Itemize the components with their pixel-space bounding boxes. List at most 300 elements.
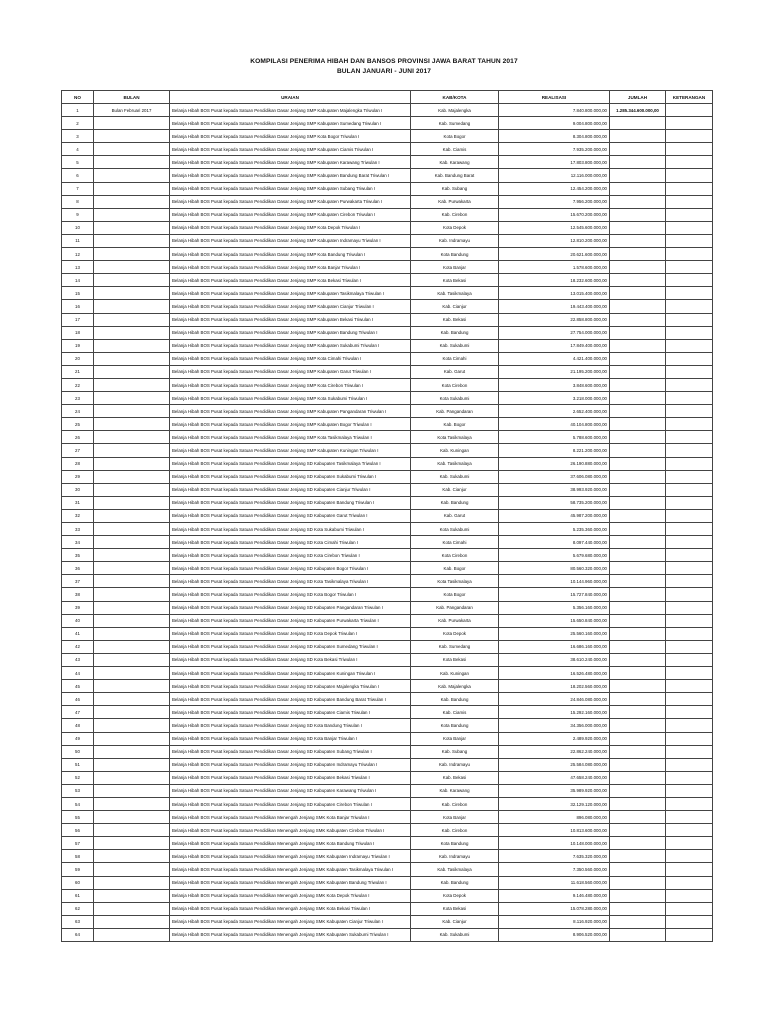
table-row <box>62 156 713 169</box>
row-kab-kota: Kota Depok <box>411 627 499 640</box>
row-bulan <box>94 680 170 693</box>
row-realisasi: 80.560.320.000,00 <box>499 562 610 575</box>
row-bulan <box>94 261 170 274</box>
row-uraian: Belanja Hibah BOS Pusat kepada Satuan Pendidikan Dasar Jenjang SMP Kabupaten Sukabumi Triwulan I <box>170 339 411 352</box>
table-row <box>62 811 713 824</box>
row-kab-kota: Kab. Kuningan <box>411 444 499 457</box>
row-realisasi: 32.129.120.000,00 <box>499 797 610 810</box>
row-keterangan <box>666 130 713 143</box>
row-realisasi: 12.810.200.000,00 <box>499 234 610 247</box>
table-row <box>62 313 713 326</box>
row-keterangan <box>666 824 713 837</box>
row-jumlah <box>610 719 666 732</box>
row-no: 4 <box>62 143 94 156</box>
row-keterangan <box>666 156 713 169</box>
row-uraian: Belanja Hibah BOS Pusat kepada Satuan Pendidikan Dasar Jenjang SMP Kabupaten Bandung Barat Triwulan I <box>170 169 411 182</box>
row-kab-kota: Kab. Cianjur <box>411 483 499 496</box>
row-realisasi: 38.610.240.000,00 <box>499 653 610 666</box>
row-realisasi: 17.803.800.000,00 <box>499 156 610 169</box>
row-uraian: Belanja Hibah BOS Pusat kepada Satuan Pendidikan Dasar Jenjang SD Kabupaten Tasikmalaya Triwulan I <box>170 457 411 470</box>
col-header-jumlah: JUMLAH <box>610 91 666 104</box>
row-no: 33 <box>62 523 94 536</box>
row-uraian: Belanja Hibah BOS Pusat kepada Satuan Pendidikan Dasar Jenjang SD Kabupaten Subang Triwulan I <box>170 745 411 758</box>
row-bulan <box>94 182 170 195</box>
row-uraian: Belanja Hibah BOS Pusat kepada Satuan Pendidikan Dasar Jenjang SD Kota Bandung Triwulan I <box>170 719 411 732</box>
row-uraian: Belanja Hibah BOS Pusat kepada Satuan Pendidikan Dasar Jenjang SD Kabupaten Kuningan Triwulan I <box>170 667 411 680</box>
row-jumlah <box>610 182 666 195</box>
row-realisasi: 26.190.880.000,00 <box>499 457 610 470</box>
row-uraian: Belanja Hibah BOS Pusat kepada Satuan Pendidikan Dasar Jenjang SMP Kabupaten Cirebon Triwulan I <box>170 208 411 221</box>
row-bulan <box>94 863 170 876</box>
row-keterangan <box>666 104 713 117</box>
row-no: 60 <box>62 876 94 889</box>
row-uraian: Belanja Hibah BOS Pusat kepada Satuan Pendidikan Dasar Jenjang SMP Kabupaten Majalengka Triwulan I <box>170 104 411 117</box>
row-no: 47 <box>62 706 94 719</box>
row-no: 30 <box>62 483 94 496</box>
row-bulan <box>94 850 170 863</box>
row-jumlah <box>610 418 666 431</box>
row-keterangan <box>666 588 713 601</box>
row-kab-kota: Kota Tasikmalaya <box>411 431 499 444</box>
row-jumlah <box>610 601 666 614</box>
row-jumlah <box>610 339 666 352</box>
row-kab-kota: Kota Bandung <box>411 837 499 850</box>
row-jumlah <box>610 797 666 810</box>
row-uraian: Belanja Hibah BOS Pusat kepada Satuan Pendidikan Dasar Jenjang SD Kabupaten Indramayu Triwulan I <box>170 758 411 771</box>
row-bulan <box>94 339 170 352</box>
row-keterangan <box>666 837 713 850</box>
row-uraian: Belanja Hibah BOS Pusat kepada Satuan Pendidikan Dasar Jenjang SMP Kabupaten Subang Triwulan I <box>170 182 411 195</box>
row-no: 14 <box>62 274 94 287</box>
row-realisasi: 35.989.920.000,00 <box>499 784 610 797</box>
row-no: 64 <box>62 928 94 941</box>
row-keterangan <box>666 169 713 182</box>
row-kab-kota: Kab. Sukabumi <box>411 928 499 941</box>
row-uraian: Belanja Hibah BOS Pusat kepada Satuan Pendidikan Menengah Jenjang SMK Kabupaten Tasikmalaya Triwulan I <box>170 863 411 876</box>
row-keterangan <box>666 784 713 797</box>
row-bulan <box>94 784 170 797</box>
row-jumlah <box>610 431 666 444</box>
row-bulan <box>94 693 170 706</box>
row-realisasi: 25.560.160.000,00 <box>499 627 610 640</box>
row-realisasi: 58.735.200.000,00 <box>499 496 610 509</box>
row-kab-kota: Kota Sukabumi <box>411 392 499 405</box>
row-kab-kota: Kota Banjar <box>411 811 499 824</box>
row-bulan <box>94 392 170 405</box>
row-keterangan <box>666 483 713 496</box>
row-uraian: Belanja Hibah BOS Pusat kepada Satuan Pendidikan Dasar Jenjang SD Kabupaten Ciamis Triwulan I <box>170 706 411 719</box>
row-jumlah <box>610 902 666 915</box>
row-no: 1 <box>62 104 94 117</box>
table-row <box>62 693 713 706</box>
document-subtitle: BULAN JANUARI - JUNI 2017 <box>336 68 432 75</box>
row-no: 22 <box>62 378 94 391</box>
row-jumlah <box>610 837 666 850</box>
row-no: 35 <box>62 549 94 562</box>
row-uraian: Belanja Hibah BOS Pusat kepada Satuan Pendidikan Dasar Jenjang SMP Kota Cimahi Triwulan I <box>170 352 411 365</box>
row-uraian: Belanja Hibah BOS Pusat kepada Satuan Pendidikan Dasar Jenjang SMP Kabupaten Kuningan Triwulan I <box>170 444 411 457</box>
row-kab-kota: Kab. Karawang <box>411 156 499 169</box>
table-row <box>62 208 713 221</box>
col-header-no: NO <box>62 91 94 104</box>
row-bulan <box>94 549 170 562</box>
row-jumlah <box>610 392 666 405</box>
row-realisasi: 5.788.600.000,00 <box>499 431 610 444</box>
row-realisasi: 10.144.960.000,00 <box>499 575 610 588</box>
row-keterangan <box>666 745 713 758</box>
row-realisasi: 8.116.920.000,00 <box>499 915 610 928</box>
row-no: 13 <box>62 261 94 274</box>
row-uraian: Belanja Hibah BOS Pusat kepada Satuan Pendidikan Dasar Jenjang SMP Kabupaten Indramayu Triwulan I <box>170 234 411 247</box>
row-kab-kota: Kab. Bandung <box>411 326 499 339</box>
row-realisasi: 12.545.600.000,00 <box>499 221 610 234</box>
row-bulan <box>94 902 170 915</box>
row-jumlah <box>610 365 666 378</box>
row-jumlah <box>610 352 666 365</box>
row-keterangan <box>666 208 713 221</box>
row-uraian: Belanja Hibah BOS Pusat kepada Satuan Pendidikan Dasar Jenjang SD Kabupaten Bekasi Triwulan I <box>170 771 411 784</box>
row-jumlah <box>610 444 666 457</box>
row-no: 59 <box>62 863 94 876</box>
row-uraian: Belanja Hibah BOS Pusat kepada Satuan Pendidikan Menengah Jenjang SMK Kota Bekasi Triwulan I <box>170 902 411 915</box>
row-kab-kota: Kab. Cianjur <box>411 300 499 313</box>
row-jumlah <box>610 771 666 784</box>
row-kab-kota: Kota Bogor <box>411 130 499 143</box>
row-jumlah <box>610 169 666 182</box>
table-row <box>62 667 713 680</box>
row-kab-kota: Kab. Sumedang <box>411 640 499 653</box>
row-jumlah <box>610 850 666 863</box>
table-row <box>62 824 713 837</box>
row-realisasi: 7.840.800.000,00 <box>499 104 610 117</box>
table-row <box>62 614 713 627</box>
table-row <box>62 104 713 117</box>
row-uraian: Belanja Hibah BOS Pusat kepada Satuan Pendidikan Dasar Jenjang SMP Kota Bekasi Triwulan I <box>170 274 411 287</box>
row-uraian: Belanja Hibah BOS Pusat kepada Satuan Pendidikan Dasar Jenjang SMP Kabupaten Karawang Triwulan I <box>170 156 411 169</box>
row-realisasi: 18.202.560.000,00 <box>499 680 610 693</box>
row-bulan <box>94 588 170 601</box>
table-row <box>62 234 713 247</box>
row-kab-kota: Kota Cirebon <box>411 549 499 562</box>
row-kab-kota: Kab. Ciamis <box>411 706 499 719</box>
row-keterangan <box>666 182 713 195</box>
row-jumlah <box>610 575 666 588</box>
table-row <box>62 745 713 758</box>
row-uraian: Belanja Hibah BOS Pusat kepada Satuan Pendidikan Menengah Jenjang SMK Kota Bandung Triwulan I <box>170 837 411 850</box>
row-jumlah <box>610 195 666 208</box>
row-no: 49 <box>62 732 94 745</box>
row-uraian: Belanja Hibah BOS Pusat kepada Satuan Pendidikan Dasar Jenjang SD Kabupaten Karawang Triwulan I <box>170 784 411 797</box>
row-bulan <box>94 234 170 247</box>
row-kab-kota: Kota Depok <box>411 889 499 902</box>
table-row <box>62 143 713 156</box>
row-no: 46 <box>62 693 94 706</box>
row-jumlah <box>610 549 666 562</box>
row-jumlah <box>610 693 666 706</box>
row-keterangan <box>666 405 713 418</box>
row-realisasi: 12.454.200.000,00 <box>499 182 610 195</box>
row-jumlah <box>610 378 666 391</box>
row-kab-kota: Kab. Tasikmalaya <box>411 863 499 876</box>
table-row <box>62 706 713 719</box>
row-keterangan <box>666 876 713 889</box>
row-keterangan <box>666 300 713 313</box>
row-uraian: Belanja Hibah BOS Pusat kepada Satuan Pendidikan Dasar Jenjang SD Kabupaten Purwakarta Triwulan I <box>170 614 411 627</box>
row-keterangan <box>666 915 713 928</box>
row-bulan <box>94 928 170 941</box>
row-bulan <box>94 876 170 889</box>
row-realisasi: 27.754.000.000,00 <box>499 326 610 339</box>
row-realisasi: 7.956.200.000,00 <box>499 195 610 208</box>
row-kab-kota: Kota Cimahi <box>411 352 499 365</box>
row-bulan <box>94 601 170 614</box>
row-uraian: Belanja Hibah BOS Pusat kepada Satuan Pendidikan Dasar Jenjang SD Kabupaten Majalengka Triwulan I <box>170 680 411 693</box>
row-realisasi: 16.526.480.000,00 <box>499 667 610 680</box>
row-uraian: Belanja Hibah BOS Pusat kepada Satuan Pendidikan Dasar Jenjang SMP Kabupaten Bekasi Triwulan I <box>170 313 411 326</box>
table-row <box>62 483 713 496</box>
row-bulan <box>94 523 170 536</box>
row-bulan <box>94 915 170 928</box>
row-no: 17 <box>62 313 94 326</box>
table-row <box>62 378 713 391</box>
row-kab-kota: Kab. Bogor <box>411 418 499 431</box>
row-uraian: Belanja Hibah BOS Pusat kepada Satuan Pendidikan Dasar Jenjang SD Kota Bogor Triwulan I <box>170 588 411 601</box>
row-realisasi: 34.356.000.000,00 <box>499 719 610 732</box>
row-no: 26 <box>62 431 94 444</box>
row-realisasi: 22.862.240.000,00 <box>499 745 610 758</box>
row-no: 36 <box>62 562 94 575</box>
row-uraian: Belanja Hibah BOS Pusat kepada Satuan Pendidikan Dasar Jenjang SMP Kabupaten Ciamis Triwulan I <box>170 143 411 156</box>
row-realisasi: 11.618.560.000,00 <box>499 876 610 889</box>
row-realisasi: 8.906.520.000,00 <box>499 928 610 941</box>
row-bulan <box>94 378 170 391</box>
row-jumlah <box>610 221 666 234</box>
row-uraian: Belanja Hibah BOS Pusat kepada Satuan Pendidikan Dasar Jenjang SMP Kota Bogor Triwulan I <box>170 130 411 143</box>
table-row <box>62 562 713 575</box>
row-realisasi: 5.679.680.000,00 <box>499 549 610 562</box>
col-header-kab-kota: KAB/KOTA <box>411 91 499 104</box>
row-kab-kota: Kota Bandung <box>411 248 499 261</box>
col-header-uraian: URAIAN <box>170 91 411 104</box>
row-kab-kota: Kab. Cirebon <box>411 797 499 810</box>
row-realisasi: 5.235.360.000,00 <box>499 523 610 536</box>
row-no: 54 <box>62 797 94 810</box>
row-kab-kota: Kab. Bandung Barat <box>411 169 499 182</box>
table-row <box>62 352 713 365</box>
row-bulan <box>94 287 170 300</box>
row-no: 42 <box>62 640 94 653</box>
row-kab-kota: Kab. Bekasi <box>411 771 499 784</box>
row-keterangan <box>666 365 713 378</box>
table-row <box>62 680 713 693</box>
row-bulan <box>94 575 170 588</box>
row-uraian: Belanja Hibah BOS Pusat kepada Satuan Pendidikan Dasar Jenjang SMP Kota Banjar Triwulan I <box>170 261 411 274</box>
row-no: 53 <box>62 784 94 797</box>
row-realisasi: 15.292.160.000,00 <box>499 706 610 719</box>
row-keterangan <box>666 627 713 640</box>
row-uraian: Belanja Hibah BOS Pusat kepada Satuan Pendidikan Dasar Jenjang SD Kota Banjar Triwulan I <box>170 732 411 745</box>
row-keterangan <box>666 496 713 509</box>
row-no: 32 <box>62 509 94 522</box>
row-realisasi: 8.304.800.000,00 <box>499 130 610 143</box>
table-row <box>62 876 713 889</box>
row-realisasi: 37.606.080.000,00 <box>499 470 610 483</box>
table-row <box>62 457 713 470</box>
row-jumlah <box>610 313 666 326</box>
row-bulan <box>94 418 170 431</box>
row-no: 21 <box>62 365 94 378</box>
row-uraian: Belanja Hibah BOS Pusat kepada Satuan Pendidikan Dasar Jenjang SMP Kabupaten Sumedang Triwulan I <box>170 117 411 130</box>
row-keterangan <box>666 509 713 522</box>
row-uraian: Belanja Hibah BOS Pusat kepada Satuan Pendidikan Dasar Jenjang SD Kabupaten Bandung Barat Triwulan I <box>170 693 411 706</box>
row-keterangan <box>666 902 713 915</box>
row-jumlah <box>610 653 666 666</box>
table-row <box>62 719 713 732</box>
row-jumlah <box>610 208 666 221</box>
row-jumlah <box>610 300 666 313</box>
row-kab-kota: Kab. Pangandaran <box>411 601 499 614</box>
row-bulan: Bulan Februari 2017 <box>94 104 170 117</box>
row-kab-kota: Kab. Bandung <box>411 693 499 706</box>
row-keterangan <box>666 457 713 470</box>
row-keterangan <box>666 221 713 234</box>
row-uraian: Belanja Hibah BOS Pusat kepada Satuan Pendidikan Dasar Jenjang SD Kabupaten Garut Triwulan I <box>170 509 411 522</box>
row-bulan <box>94 143 170 156</box>
row-realisasi: 9.004.800.000,00 <box>499 117 610 130</box>
row-bulan <box>94 745 170 758</box>
row-no: 6 <box>62 169 94 182</box>
row-kab-kota: Kab. Indramayu <box>411 234 499 247</box>
row-no: 18 <box>62 326 94 339</box>
table-row <box>62 523 713 536</box>
row-no: 57 <box>62 837 94 850</box>
row-keterangan <box>666 444 713 457</box>
row-kab-kota: Kab. Pangandaran <box>411 405 499 418</box>
table-row <box>62 444 713 457</box>
row-no: 7 <box>62 182 94 195</box>
row-realisasi: 25.584.080.000,00 <box>499 758 610 771</box>
row-no: 28 <box>62 457 94 470</box>
row-jumlah <box>610 732 666 745</box>
row-jumlah <box>610 562 666 575</box>
row-jumlah <box>610 614 666 627</box>
row-keterangan <box>666 811 713 824</box>
row-realisasi: 21.195.200.000,00 <box>499 365 610 378</box>
table-row <box>62 509 713 522</box>
row-keterangan <box>666 313 713 326</box>
row-realisasi: 7.350.560.000,00 <box>499 863 610 876</box>
row-no: 5 <box>62 156 94 169</box>
row-keterangan <box>666 693 713 706</box>
table-row <box>62 182 713 195</box>
row-kab-kota: Kab. Majalengka <box>411 680 499 693</box>
row-jumlah <box>610 274 666 287</box>
row-uraian: Belanja Hibah BOS Pusat kepada Satuan Pendidikan Dasar Jenjang SMP Kabupaten Cianjur Triwulan I <box>170 300 411 313</box>
row-realisasi: 2.489.920.000,00 <box>499 732 610 745</box>
row-no: 51 <box>62 758 94 771</box>
row-realisasi: 38.993.920.000,00 <box>499 483 610 496</box>
row-bulan <box>94 536 170 549</box>
row-keterangan <box>666 287 713 300</box>
row-bulan <box>94 562 170 575</box>
row-bulan <box>94 837 170 850</box>
table-row <box>62 287 713 300</box>
table-row <box>62 850 713 863</box>
row-keterangan <box>666 797 713 810</box>
row-realisasi: 5.356.160.000,00 <box>499 601 610 614</box>
row-no: 34 <box>62 536 94 549</box>
row-realisasi: 15.078.280.000,00 <box>499 902 610 915</box>
row-keterangan <box>666 719 713 732</box>
row-jumlah <box>610 588 666 601</box>
row-no: 10 <box>62 221 94 234</box>
row-uraian: Belanja Hibah BOS Pusat kepada Satuan Pendidikan Dasar Jenjang SD Kabupaten Sukabumi Triwulan I <box>170 470 411 483</box>
table-row <box>62 130 713 143</box>
row-keterangan <box>666 889 713 902</box>
row-jumlah <box>610 234 666 247</box>
table-row <box>62 195 713 208</box>
recipients-table <box>61 90 713 942</box>
table-row <box>62 902 713 915</box>
table-row <box>62 536 713 549</box>
row-uraian: Belanja Hibah BOS Pusat kepada Satuan Pendidikan Menengah Jenjang SMK Kabupaten Bandung Triwulan I <box>170 876 411 889</box>
row-keterangan <box>666 117 713 130</box>
row-keterangan <box>666 523 713 536</box>
row-realisasi: 47.658.240.000,00 <box>499 771 610 784</box>
row-keterangan <box>666 418 713 431</box>
row-bulan <box>94 117 170 130</box>
row-uraian: Belanja Hibah BOS Pusat kepada Satuan Pendidikan Dasar Jenjang SMP Kabupaten Garut Triwulan I <box>170 365 411 378</box>
row-uraian: Belanja Hibah BOS Pusat kepada Satuan Pendidikan Dasar Jenjang SMP Kabupaten Pangandaran Triwulan I <box>170 405 411 418</box>
table-row <box>62 326 713 339</box>
row-kab-kota: Kab. Indramayu <box>411 758 499 771</box>
row-no: 44 <box>62 667 94 680</box>
table-row <box>62 117 713 130</box>
row-bulan <box>94 457 170 470</box>
row-no: 62 <box>62 902 94 915</box>
row-kab-kota: Kab. Subang <box>411 182 499 195</box>
table-row <box>62 640 713 653</box>
table-row <box>62 758 713 771</box>
row-jumlah <box>610 287 666 300</box>
row-keterangan <box>666 378 713 391</box>
row-uraian: Belanja Hibah BOS Pusat kepada Satuan Pendidikan Menengah Jenjang SMK Kabupaten Sukabumi Triwulan I <box>170 928 411 941</box>
row-keterangan <box>666 392 713 405</box>
row-kab-kota: Kota Banjar <box>411 261 499 274</box>
row-realisasi: 22.858.800.000,00 <box>499 313 610 326</box>
row-uraian: Belanja Hibah BOS Pusat kepada Satuan Pendidikan Dasar Jenjang SD Kota Sukabumi Triwulan I <box>170 523 411 536</box>
row-kab-kota: Kota Cirebon <box>411 378 499 391</box>
row-uraian: Belanja Hibah BOS Pusat kepada Satuan Pendidikan Dasar Jenjang SD Kabupaten Bogor Triwulan I <box>170 562 411 575</box>
row-uraian: Belanja Hibah BOS Pusat kepada Satuan Pendidikan Dasar Jenjang SD Kota Bekasi Triwulan I <box>170 653 411 666</box>
row-no: 61 <box>62 889 94 902</box>
row-realisasi: 10.813.600.000,00 <box>499 824 610 837</box>
row-bulan <box>94 208 170 221</box>
row-uraian: Belanja Hibah BOS Pusat kepada Satuan Pendidikan Menengah Jenjang SMK Kota Depok Triwulan I <box>170 889 411 902</box>
row-kab-kota: Kota Bandung <box>411 719 499 732</box>
row-jumlah <box>610 326 666 339</box>
row-keterangan <box>666 601 713 614</box>
row-uraian: Belanja Hibah BOS Pusat kepada Satuan Pendidikan Menengah Jenjang SMK Kota Banjar Triwulan I <box>170 811 411 824</box>
row-bulan <box>94 169 170 182</box>
row-bulan <box>94 405 170 418</box>
row-kab-kota: Kab. Purwakarta <box>411 195 499 208</box>
row-keterangan <box>666 850 713 863</box>
row-no: 3 <box>62 130 94 143</box>
row-uraian: Belanja Hibah BOS Pusat kepada Satuan Pendidikan Dasar Jenjang SD Kota Cirebon Triwulan I <box>170 549 411 562</box>
row-keterangan <box>666 614 713 627</box>
row-no: 15 <box>62 287 94 300</box>
